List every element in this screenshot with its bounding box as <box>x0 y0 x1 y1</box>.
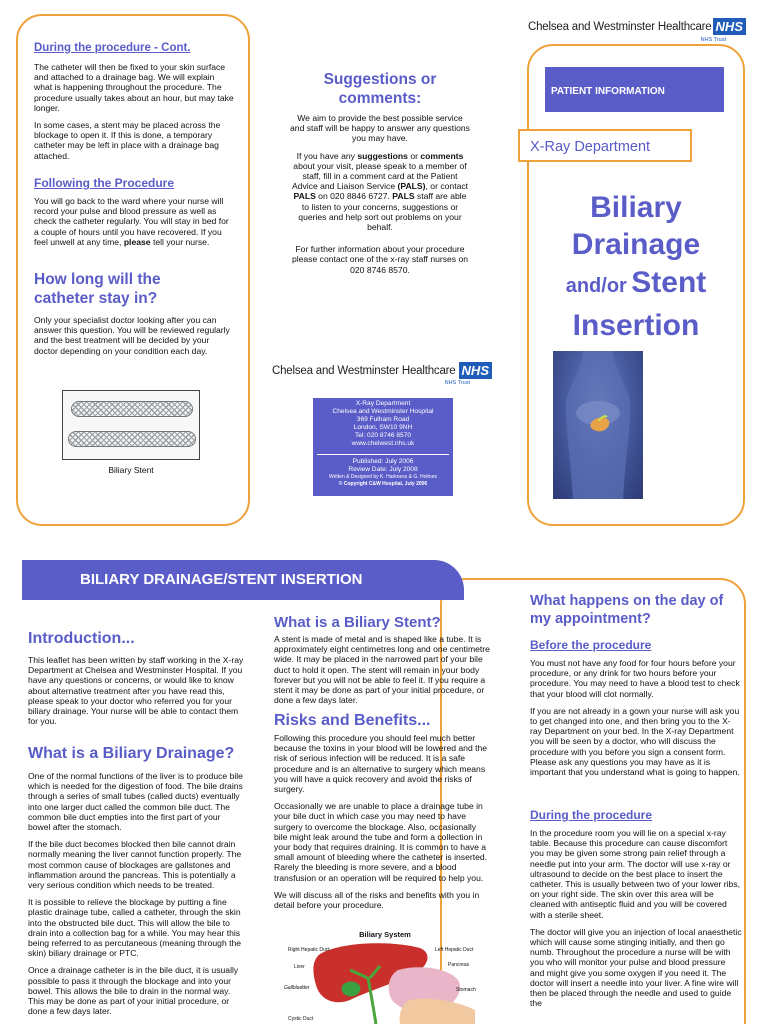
torso-silhouette-icon <box>553 351 643 499</box>
suggestions-p3: For further information about your procedure please contact one of the x-ray staff nurses on 020 8746 8570. <box>291 244 469 275</box>
during-p1: In the procedure room you will lie on a special x-ray table. Because this procedure can cause discomfort you may be given some strong pain relief through a needle put into your arm. The doctor will use x-ray or ultrasound to decide on the best place to insert the catheter. This is usually between two of your lower ribs, on your right side. The skin over this area will be cleaned with antiseptic fluid and you will be covered with a sterile sheet. <box>530 828 741 920</box>
following-heading: Following the Procedure <box>34 176 175 190</box>
contact-line-2: Chelsea and Westminster Hospital <box>332 408 434 415</box>
inner-banner <box>22 560 464 600</box>
risks-p3: We will discuss all of the risks and benefits with you in detail before your procedure. <box>274 889 480 911</box>
risks-text <box>274 733 490 917</box>
title-line-1: Biliary <box>590 191 682 224</box>
middle-logo <box>272 362 494 392</box>
cover-logo-name: Chelsea and Westminster Healthcare <box>528 21 712 33</box>
drainage-p4: Once a drainage catheter is in the bile duct, it is usually possible to pass it through the blockage and into your bowel. This allows the bile to drain in the normal way. This may be done as part of your initial procedure, or done a few days later. <box>28 965 239 1017</box>
stent-caption: Biliary Stent <box>108 465 154 475</box>
before-text <box>530 658 742 784</box>
copyright: © Copyright C&W Hospital, July 2006 <box>338 480 428 487</box>
intro-text <box>28 655 244 733</box>
title-line-4: Insertion <box>572 309 700 342</box>
biliary-system-diagram <box>280 930 490 1024</box>
review-date: Review Date: July 2008 <box>348 466 418 473</box>
suggestions-p2: If you have any suggestions or comments about your visit, please speak to a member of staff, fill in a comment card at the Patient Advice and Liaison Service (PALS), or contact PALS on 020 8846 6727. PALS staff are able to listen to your concerns, suggestions or queries and help sort out problems on your behalf. <box>291 150 469 233</box>
stent-illustration-1 <box>71 401 193 417</box>
intro-heading: Introduction... <box>28 630 135 647</box>
suggestions-p1: We aim to provide the best possible service and staff will be happy to answer any questions you may have. <box>290 113 470 144</box>
stent-p: A stent is made of metal and is shaped like a tube. It is approximately eight centimetres long and one centimetre wide. It may be placed in the narrowed part of your bile duct to hold it open. The stent will remain in your body forever but you will not be able to feel it. If you require a stent it may be done as part of your initial procedure, or done a few days later. <box>274 634 490 706</box>
department-box <box>518 129 692 162</box>
during-cont-p1: The catheter will then be fixed to your skin surface and attached to a drainage bag. We will explain what is happening throughout the procedure. The procedure usually takes about an hour, but may take longer. <box>34 62 234 113</box>
biliary-stent-image <box>62 390 200 460</box>
title-line-3: and/or Stent <box>565 266 707 299</box>
during-heading: During the procedure <box>530 808 653 822</box>
following-text <box>34 196 234 254</box>
cover-logo-trust: NHS Trust <box>700 37 726 43</box>
contact-website[interactable]: www.chelwest.nhs.uk <box>351 440 415 447</box>
stent-illustration-2 <box>68 431 196 447</box>
drainage-heading: What is a Biliary Drainage? <box>28 745 235 762</box>
middle-logo-name: Chelsea and Westminster Healthcare <box>272 365 456 377</box>
before-p2: If you are not already in a gown your nurse will ask you to get changed into one, and then bring you to the X-ray Department on your bed. In the X-ray Department you will be seen by a doctor, who will discuss the procedure with you before you sign a consent form. Please ask any questions you may have as it is important that you understand what is going to happen. <box>530 705 740 778</box>
drainage-p3: It is possible to relieve the blockage by putting a fine plastic drainage tube, called a catheter, through the skin into the obstructed bile duct. This will allow the bile to drain into a collection bag for a while. You may hear this being referred to as percutaneous (meaning through the skin) biliary drainage or PTC. <box>28 897 242 959</box>
suggestions-text <box>290 113 470 282</box>
intro-p: This leaflet has been written by staff working in the X-ray Department at Chelsea and Westminster Hospital. If you have any questions or concerns, or would like to know about alternative treatment after you have read this, please speak to your doctor who referred you for your biliary drainage. Your nurse will be able to contact them for you. <box>28 655 244 727</box>
patient-info-label: PATIENT INFORMATION <box>551 86 665 97</box>
contact-line-1: X-Ray Department <box>355 400 411 407</box>
title-line-2: Drainage <box>571 228 701 261</box>
contact-box <box>313 398 453 496</box>
risks-p1: Following this procedure you should feel much better because the toxins in your blood will be lowered and the risk of serious infection will be reduced. It is a safe procedure and is an alternative to surgery which means you will have a quick recovery and avoid the risks of surgery. <box>274 733 488 795</box>
how-long-p: Only your specialist doctor looking after you can answer this question. You will be reviewed regularly and the best treatment will be decided by your doctor depending on your condition each day. <box>34 315 230 356</box>
during-cont-heading: During the procedure - Cont. <box>34 42 191 54</box>
during-cont-p2: In some cases, a stent may be placed across the blockage to open it. If this is done, a temporary catheter may be left in place with a drainage bag attached. <box>34 120 221 161</box>
published-date: Published: July 2006 <box>352 458 414 465</box>
suggestions-heading: Suggestions or comments: <box>323 71 437 107</box>
written-by: Written & Designed by K. Harkness & G. Holmes <box>328 474 437 480</box>
cover-nhs-logo-icon: NHS <box>713 18 746 35</box>
stent-heading: What is a Biliary Stent? <box>274 614 441 631</box>
how-long-text <box>34 315 234 363</box>
banner-title: BILIARY DRAINAGE/STENT INSERTION <box>80 571 363 588</box>
contact-divider <box>317 454 449 455</box>
contact-line-4: London, SW10 9NH <box>353 424 413 431</box>
during-cont-text <box>34 62 234 168</box>
diagram-label-cystic-duct: Cystic Duct <box>288 1016 314 1022</box>
during-p2: The doctor will give you an injection of local anaesthetic which will cause some stinging initially, and then go numb. Throughout the procedure a nurse will be with you who will monitor your pulse and blood pressure and might give you some oxygen if you need it. The doctor will insert a needle into your liver. A fine wire will then be placed through the needle and used to guide the <box>530 926 742 1009</box>
diagram-label-gallbladder: Gallbladder <box>284 985 310 991</box>
following-p: You will go back to the ward where your nurse will record your pulse and blood pressure as well as check the catheter regularly. You will stay in bed for a couple of hours until you have recovered. If you feel unwell at any time, please tell your nurse. <box>34 196 229 247</box>
stent-text <box>274 634 490 712</box>
drainage-p2: If the bile duct becomes blocked then bile cannot drain normally meaning the liver cannot function properly. The most common cause of blockages are gallstones and inflammation around the pancreas. This is potentially a very serious condition which needs to be treated. <box>28 839 242 891</box>
risks-heading: Risks and Benefits... <box>274 712 431 729</box>
patient-info-box <box>545 67 724 112</box>
middle-logo-trust: NHS Trust <box>444 380 470 386</box>
diagram-label-right-hepatic: Right Hepatic Duct <box>288 947 330 953</box>
diagram-label-left-hepatic: Left Hepatic Duct <box>435 947 474 953</box>
contact-line-3: 369 Fulham Road <box>356 416 410 423</box>
cover-title <box>530 190 742 344</box>
department-label: X-Ray Department <box>530 139 651 155</box>
how-long-heading: How long will the catheter stay in? <box>34 271 161 307</box>
contact-line-5: Tel: 020 8746 8570 <box>354 432 412 439</box>
drainage-text <box>28 771 244 1023</box>
liver-diagram-icon <box>280 930 490 1024</box>
diagram-label-stomach: Stomach <box>456 987 476 993</box>
diagram-label-pancreas: Pancreas <box>448 962 470 968</box>
before-heading: Before the procedure <box>530 638 652 652</box>
diagram-title: Biliary System <box>359 930 411 939</box>
risks-p2: Occasionally we are unable to place a drainage tube in your bile duct in which case you may need to have surgery to overcome the blockage. Also, occasionally bile might leak around the tube and form a collection in your body that requires draining. It is common to have a small amount of bleeding where the catheter is inserted. Rarely the bleeding is more severe, and a blood transfusion or an operation will be required to help you. <box>274 801 488 883</box>
before-p1: You must not have any food for four hours before your procedure, or any drink for two hours before your procedure. You may need to have a blood test to check that your blood will clot normally. <box>530 658 740 699</box>
during-text <box>530 828 742 1015</box>
drainage-p1: One of the normal functions of the liver is to produce bile which is needed for the digestion of food. The bile drains through a series of small tubes (called ducts) eventually into one larger duct called the common bile duct. The common bile duct empties into the first part of your bowel after the stomach. <box>28 771 243 833</box>
middle-nhs-logo-icon: NHS <box>459 362 492 379</box>
anatomy-body-image <box>553 351 643 499</box>
diagram-label-liver: Liver <box>294 964 305 970</box>
day-heading: What happens on the day of my appointment? <box>530 593 724 627</box>
